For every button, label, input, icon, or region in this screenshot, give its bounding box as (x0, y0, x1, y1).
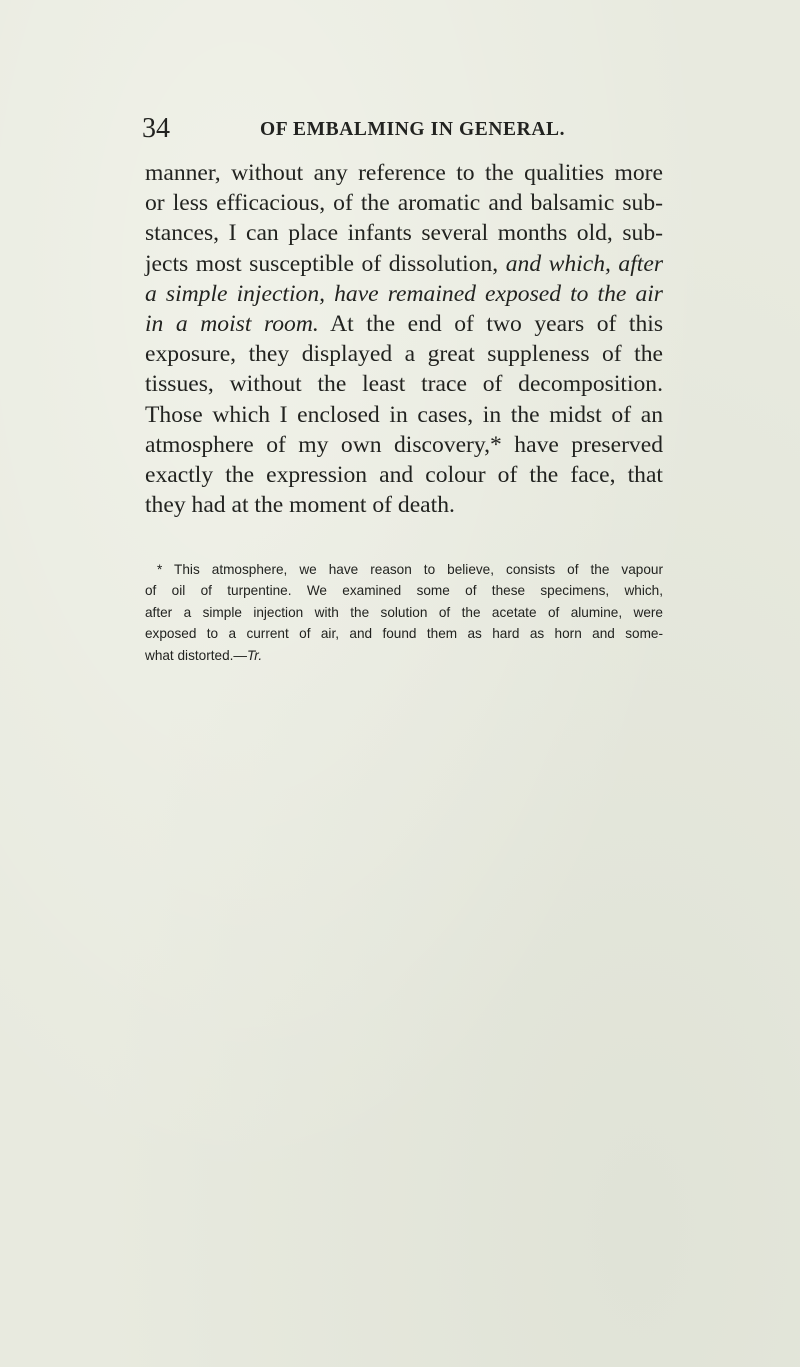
text-line: or less efficacious, of the aromatic and balsamic sub- (145, 190, 663, 217)
running-title: OF EMBALMING IN GENERAL. (260, 119, 566, 140)
text-line (145, 249, 663, 279)
text-segment: At the end of two years of this (330, 310, 664, 337)
text-line (145, 309, 663, 339)
translator-mark: Tr. (247, 647, 263, 663)
footnote-line: * This atmosphere, we have reason to believe, consists of the vapour (157, 562, 663, 577)
text-segment: what distorted.— (145, 647, 247, 663)
footnote-line: of oil of turpentine. We examined some of these specimens, which, (145, 583, 663, 599)
body-paragraph (145, 158, 663, 520)
footnote-line: exposed to a current of air, and found them as hard as horn and some- (145, 626, 663, 642)
text-line: tissues, without the least trace of decomposition. (145, 371, 663, 398)
text-line: they had at the moment of death. (145, 492, 455, 519)
text-line: exactly the expression and colour of the face, that (145, 461, 663, 488)
italic-text: and which, after (505, 250, 663, 277)
footnote-line: after a simple injection with the solution of the acetate of alumine, were (145, 604, 663, 620)
italic-text-line: a simple injection, have remained exposed to the air (145, 280, 663, 307)
page-number: 34 (142, 113, 170, 144)
text-line: exposure, they displayed a great suppleness of the (145, 341, 663, 368)
text-line: Those which I enclosed in cases, in the midst of an (145, 401, 663, 428)
text-line: stances, I can place infants several months old, sub- (145, 220, 663, 247)
footnote-line (145, 645, 663, 666)
footnote (145, 559, 663, 666)
italic-text: in a moist room. (145, 310, 319, 337)
running-head (142, 112, 662, 146)
text-segment: jects most susceptible of dissolution, (145, 250, 499, 277)
text-line: atmosphere of my own discovery,* have preserved (145, 431, 663, 458)
text-line: manner, without any reference to the qualities more (145, 160, 663, 186)
